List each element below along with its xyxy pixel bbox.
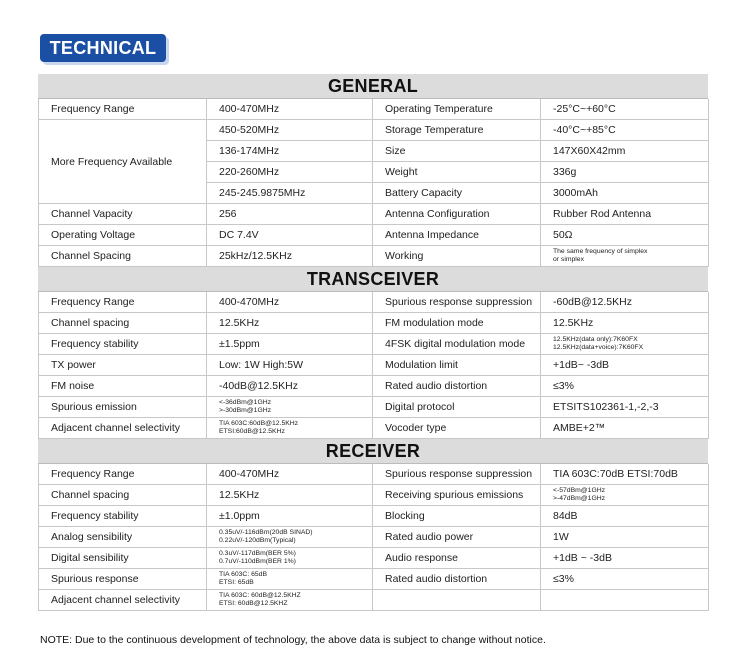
spec-label: Weight [373, 162, 541, 183]
spec-value: AMBE+2™ [541, 418, 709, 439]
spec-value-line: The same frequency of simplex [553, 248, 648, 255]
spec-label: Frequency Range [39, 292, 207, 313]
spec-label: Frequency Range [39, 99, 207, 120]
spec-value: 25kHz/12.5KHz [207, 246, 373, 267]
spec-value [207, 548, 373, 569]
section-title-transceiver: TRANSCEIVER [38, 267, 708, 292]
spec-label: Audio response [373, 548, 541, 569]
spec-value: 256 [207, 204, 373, 225]
spec-label: Frequency stability [39, 334, 207, 355]
spec-value-line: 0.35uV/-116dBm(20dB SINAD) [219, 529, 313, 536]
spec-label: Rated audio distortion [373, 376, 541, 397]
spec-value: ≤3% [541, 569, 709, 590]
spec-value: 136-174MHz [207, 141, 373, 162]
spec-value-line: or simplex [553, 256, 584, 263]
spec-value-line: ETSI:60dB@12.5KHz [219, 428, 285, 435]
spec-label: Channel Vapacity [39, 204, 207, 225]
spec-value: ETSITS102361-1,-2,-3 [541, 397, 709, 418]
spec-value: 245-245.9875MHz [207, 183, 373, 204]
spec-label: Spurious response suppression [373, 464, 541, 485]
spec-value-line: 12.5KHz(data+voice):7K60FX [553, 344, 644, 351]
transceiver-grid [38, 292, 708, 439]
spec-label: Receiving spurious emissions [373, 485, 541, 506]
spec-value-line: TIA 603C: 65dB [219, 571, 267, 578]
spec-value [207, 569, 373, 590]
spec-value: TIA 603C:70dB ETSI:70dB [541, 464, 709, 485]
spec-value-line: ETSI: 60dB@12.5KHZ [219, 600, 288, 607]
section-title-general: GENERAL [38, 74, 708, 99]
spec-label: Vocoder type [373, 418, 541, 439]
spec-value: -40dB@12.5KHz [207, 376, 373, 397]
spec-label: Frequency Range [39, 464, 207, 485]
spec-value-line: <-36dBm@1GHz [219, 399, 272, 406]
spec-label: Analog sensibility [39, 527, 207, 548]
spec-label: Channel Spacing [39, 246, 207, 267]
receiver-grid [38, 464, 708, 611]
spec-value: 400-470MHz [207, 292, 373, 313]
spec-value: 400-470MHz [207, 464, 373, 485]
spec-label: Channel spacing [39, 313, 207, 334]
spec-value: +1dB~ -3dB [541, 355, 709, 376]
spec-value: ±1.5ppm [207, 334, 373, 355]
spec-value [541, 334, 709, 355]
spec-label: Spurious emission [39, 397, 207, 418]
spec-label: Spurious response suppression [373, 292, 541, 313]
spec-label: Adjacent channel selectivity [39, 418, 207, 439]
spec-value: 220-260MHz [207, 162, 373, 183]
spec-value-line: <-57dBm@1GHz [553, 487, 606, 494]
spec-value: 1W [541, 527, 709, 548]
spec-label: FM modulation mode [373, 313, 541, 334]
more-frequency-label: More Frequency Available [39, 120, 207, 204]
spec-value: 84dB [541, 506, 709, 527]
general-grid [38, 99, 708, 267]
technical-badge: TECHNICAL [40, 34, 166, 62]
spec-value: Rubber Rod Antenna [541, 204, 709, 225]
spec-label: Digital protocol [373, 397, 541, 418]
spec-value: Low: 1W High:5W [207, 355, 373, 376]
spec-label: Size [373, 141, 541, 162]
spec-value: 400-470MHz [207, 99, 373, 120]
spec-label: Antenna Impedance [373, 225, 541, 246]
spec-label: Digital sensibility [39, 548, 207, 569]
spec-value [541, 246, 709, 267]
spec-value: DC 7.4V [207, 225, 373, 246]
section-title-receiver: RECEIVER [38, 439, 708, 464]
spec-label: TX power [39, 355, 207, 376]
spec-label: Operating Voltage [39, 225, 207, 246]
spec-value [207, 397, 373, 418]
spec-label: 4FSK digital modulation mode [373, 334, 541, 355]
spec-table [38, 74, 708, 611]
spec-label: Adjacent channel selectivity [39, 590, 207, 611]
spec-label: Rated audio distortion [373, 569, 541, 590]
spec-value: 450-520MHz [207, 120, 373, 141]
spec-label: Working [373, 246, 541, 267]
spec-value [207, 527, 373, 548]
spec-value-line: ETSI: 65dB [219, 579, 254, 586]
spec-value-line: TIA 603C:60dB@12.5KHz [219, 420, 299, 427]
spec-value: -40°C~+85°C [541, 120, 709, 141]
spec-value-line: >-47dBm@1GHz [553, 495, 606, 502]
spec-value: ≤3% [541, 376, 709, 397]
spec-value-line: 0.7uV/-110dBm(BER 1%) [219, 558, 296, 565]
spec-label: Channel spacing [39, 485, 207, 506]
spec-label: Storage Temperature [373, 120, 541, 141]
spec-label: Blocking [373, 506, 541, 527]
spec-value: 12.5KHz [207, 485, 373, 506]
spec-label: Frequency stability [39, 506, 207, 527]
spec-value: 336g [541, 162, 709, 183]
spec-label: FM noise [39, 376, 207, 397]
spec-value: ±1.0ppm [207, 506, 373, 527]
spec-value: 12.5KHz [207, 313, 373, 334]
spec-value: +1dB ~ -3dB [541, 548, 709, 569]
spec-value [541, 590, 709, 611]
spec-value [207, 418, 373, 439]
spec-label [373, 590, 541, 611]
spec-value [541, 485, 709, 506]
spec-value-line: TIA 603C: 60dB@12.5KHZ [219, 592, 301, 599]
spec-value-line: >-30dBm@1GHz [219, 407, 272, 414]
spec-value: 147X60X42mm [541, 141, 709, 162]
spec-value-line: 0.3uV/-117dBm(BER 5%) [219, 550, 296, 557]
spec-label: Spurious response [39, 569, 207, 590]
spec-label: Modulation limit [373, 355, 541, 376]
spec-value: -25°C~+60°C [541, 99, 709, 120]
spec-value-line: 12.5KHz(data only):7K60FX [553, 336, 638, 343]
spec-value: 50Ω [541, 225, 709, 246]
spec-value: 3000mAh [541, 183, 709, 204]
spec-value: 12.5KHz [541, 313, 709, 334]
spec-value-line: 0.22uV/-120dBm(Typical) [219, 537, 296, 544]
disclaimer-note: NOTE: Due to the continuous development of technology, the above data is subject to change without notice. [40, 634, 546, 646]
spec-label: Operating Temperature [373, 99, 541, 120]
spec-label: Battery Capacity [373, 183, 541, 204]
spec-label: Rated audio power [373, 527, 541, 548]
spec-label: Antenna Configuration [373, 204, 541, 225]
spec-value [207, 590, 373, 611]
spec-value: -60dB@12.5KHz [541, 292, 709, 313]
